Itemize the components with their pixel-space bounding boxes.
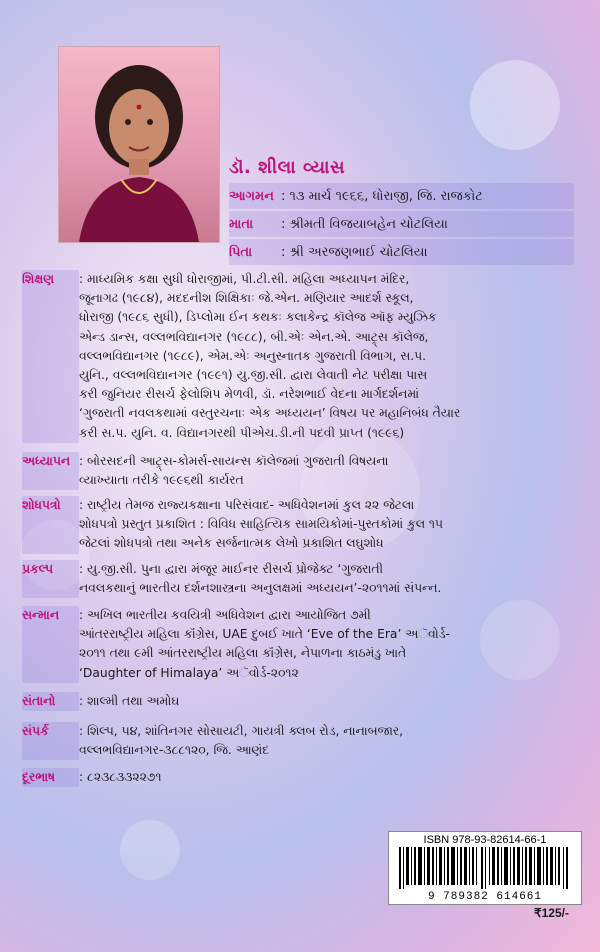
barcode-number: 9 789382 614661 <box>427 891 543 903</box>
section-label: સન્માન <box>22 606 79 683</box>
section-label: સંપર્ક <box>22 722 79 760</box>
bio-row-birth <box>229 183 574 209</box>
section-line: કરી સ.પ. યુનિ. વ. વિદ્યાનગરથી પીએચ.ડી.ની પદવી પ્રાપ્ત (૧૯૯૬) <box>79 425 405 440</box>
section-line: ‘ગુજરાતી નવલકથામાં વસ્તુરચનાઃ એક અધ્યયન’ વિષય પર મહાનિબંધ તૈયાર <box>79 406 461 421</box>
section-line: : શાલ્મી તથા અમોઘ <box>79 694 180 708</box>
section-line: શોધપત્રો પ્રસ્તુત પ્રકાશિત : વિવિધ સાહિત્યિક સામયિકોમાં-પુસ્તકોમાં કુલ ૧૫ <box>79 517 443 532</box>
section-line: નવલકથાનું ભારતીય દર્શનશાસ્ત્રના અનુલક્ષમાં અધ્યયન’-૨૦૧૧માં સંપન્ન. <box>79 581 442 596</box>
section-label: પ્રકલ્પ <box>22 560 79 598</box>
section-line: જેટલાં શોધપત્રો તથા અનેક સર્જનાત્મક લેખો પ્રકાશિત લઘુશોધ <box>79 536 384 551</box>
author-name: ડૉ. શીલા વ્યાસ <box>229 157 346 178</box>
section-line: : માધ્યમિક કક્ષા સુધી ધોરાજીમાં, પી.ટી.સી. મહિલા અધ્યાપન મંદિર, <box>79 272 410 286</box>
barcode-icon <box>397 847 573 889</box>
section-line: : શિલ્પ, ૫૪, શાંતિનગર સોસાયટી, ગાયત્રી ક્લબ રોડ, નાનાબજાર, <box>79 724 403 738</box>
bio-value: : શ્રીમતી વિજયાબહેન ચોટલિયા <box>281 216 448 232</box>
bokeh-decoration <box>120 820 180 880</box>
section-line: કરી જુનિયર રીસર્ચ ફેલોશિપ મેળવી, ડૉ. નરેશભાઈ વેદના માર્ગદર્શનમાં <box>79 387 420 402</box>
section-line: જૂનાગઢ (૧૯૮૪), મદદનીશ શિક્ષિકાઃ જે.એન. મણિયાર આદર્શ સ્કૂલ, <box>79 291 414 306</box>
author-photo <box>58 46 220 243</box>
section-line: : અખિલ ભારતીય કવયિત્રી અધિવેશન દ્વારા આયોજિત ૭મી <box>79 608 371 622</box>
section-line: : બોરસદની આટ્ર્સ-કોમર્સ-સાયન્સ કૉલેજમાં ગુજરાતી વિષયના <box>79 454 389 468</box>
section-line: વ્યાખ્યાતા તરીકે ૧૯૯૬થી કાર્યરત <box>79 473 244 488</box>
bio-value: : ૧૩ માર્ચ ૧૯૬૬, ધોરાજી, જિ. રાજકોટ <box>281 188 483 204</box>
section-line: વલ્લભવિદ્યાનગર-૩૮૮૧૨૦, જિ. આણંદ <box>79 743 269 758</box>
section-children <box>22 692 582 711</box>
section-line: ‘Daughter of Himalaya’ અૅવોર્ડ-૨૦૧૨ <box>79 665 299 680</box>
isbn-barcode-box <box>388 831 582 905</box>
section-label: શિક્ષણ <box>22 270 79 443</box>
section-label: સંતાનો <box>22 692 79 711</box>
section-line: ધોરાજી (૧૯૮૬ સુધી), ડિપ્લોમા ઈન કથકઃ કલાકેન્દ્ર કૉલેજ ઑફ મ્યુઝિક <box>79 310 437 325</box>
isbn-text: ISBN 978-93-82614-66-1 <box>423 834 547 846</box>
section-line: ૨૦૧૧ તથા ૯મી આંતરરાષ્ટ્રીય મહિલા કૉંગ્રેસ, નેપાળના કાઠમંડુ ખાતે <box>79 646 407 661</box>
section-line: : યુ.જી.સી. પુના દ્વારા મંજૂર માઈનર રીસર્ચ પ્રોજેક્ટ ‘ગુજરાતી <box>79 562 384 576</box>
section-label: દૂરભાષ <box>22 768 79 787</box>
section-research-papers <box>22 496 582 554</box>
section-label: અધ્યાપન <box>22 452 79 490</box>
price-label: ₹125/- <box>534 906 569 920</box>
bio-row-mother <box>229 211 574 237</box>
bio-label: આગમન <box>229 188 274 204</box>
bokeh-decoration <box>470 60 560 150</box>
bio-row-father <box>229 239 574 265</box>
bio-value: : શ્રી અરજણભાઈ ચોટલિયા <box>281 244 428 260</box>
section-line: આંતરરાષ્ટ્રીય મહિલા કૉંગ્રેસ, UAE દુબઈ ખાતે ‘Eve of the Era’ અૅવોર્ડ- <box>79 627 450 642</box>
section-honors <box>22 606 582 683</box>
section-project <box>22 560 582 598</box>
section-education <box>22 270 582 443</box>
section-line: : ૮૨૩૮૩૩૨૨૭૧ <box>79 770 162 784</box>
section-line: એન્ડ ડાન્સ, વલ્લભવિદ્યાનગર (૧૯૮૮), બી.એઃ એન.એ. આટ્ર્સ કૉલેજ, <box>79 329 429 344</box>
section-phone <box>22 768 382 787</box>
section-label: શોધપત્રો <box>22 496 79 554</box>
bio-label: માતા <box>229 216 254 232</box>
section-teaching <box>22 452 582 490</box>
section-line: : રાષ્ટ્રીય તેમજ રાજ્યકક્ષાના પરિસંવાદ- અધિવેશનમાં કુલ ૨૨ જેટલા <box>79 498 415 512</box>
section-line: યુનિ., વલ્લભવિદ્યાનગર (૧૯૯૧) યુ.જી.સી. દ્વારા લેવાતી નેટ પરીક્ષા પાસ <box>79 368 428 383</box>
section-line: વલ્લભવિદ્યાનગર (૧૯૮૯), એમ.એઃ અનુસ્નાતક ગુજરાતી વિભાગ, સ.પ. <box>79 348 427 363</box>
bio-label: પિતા <box>229 244 253 260</box>
section-contact <box>22 722 582 760</box>
